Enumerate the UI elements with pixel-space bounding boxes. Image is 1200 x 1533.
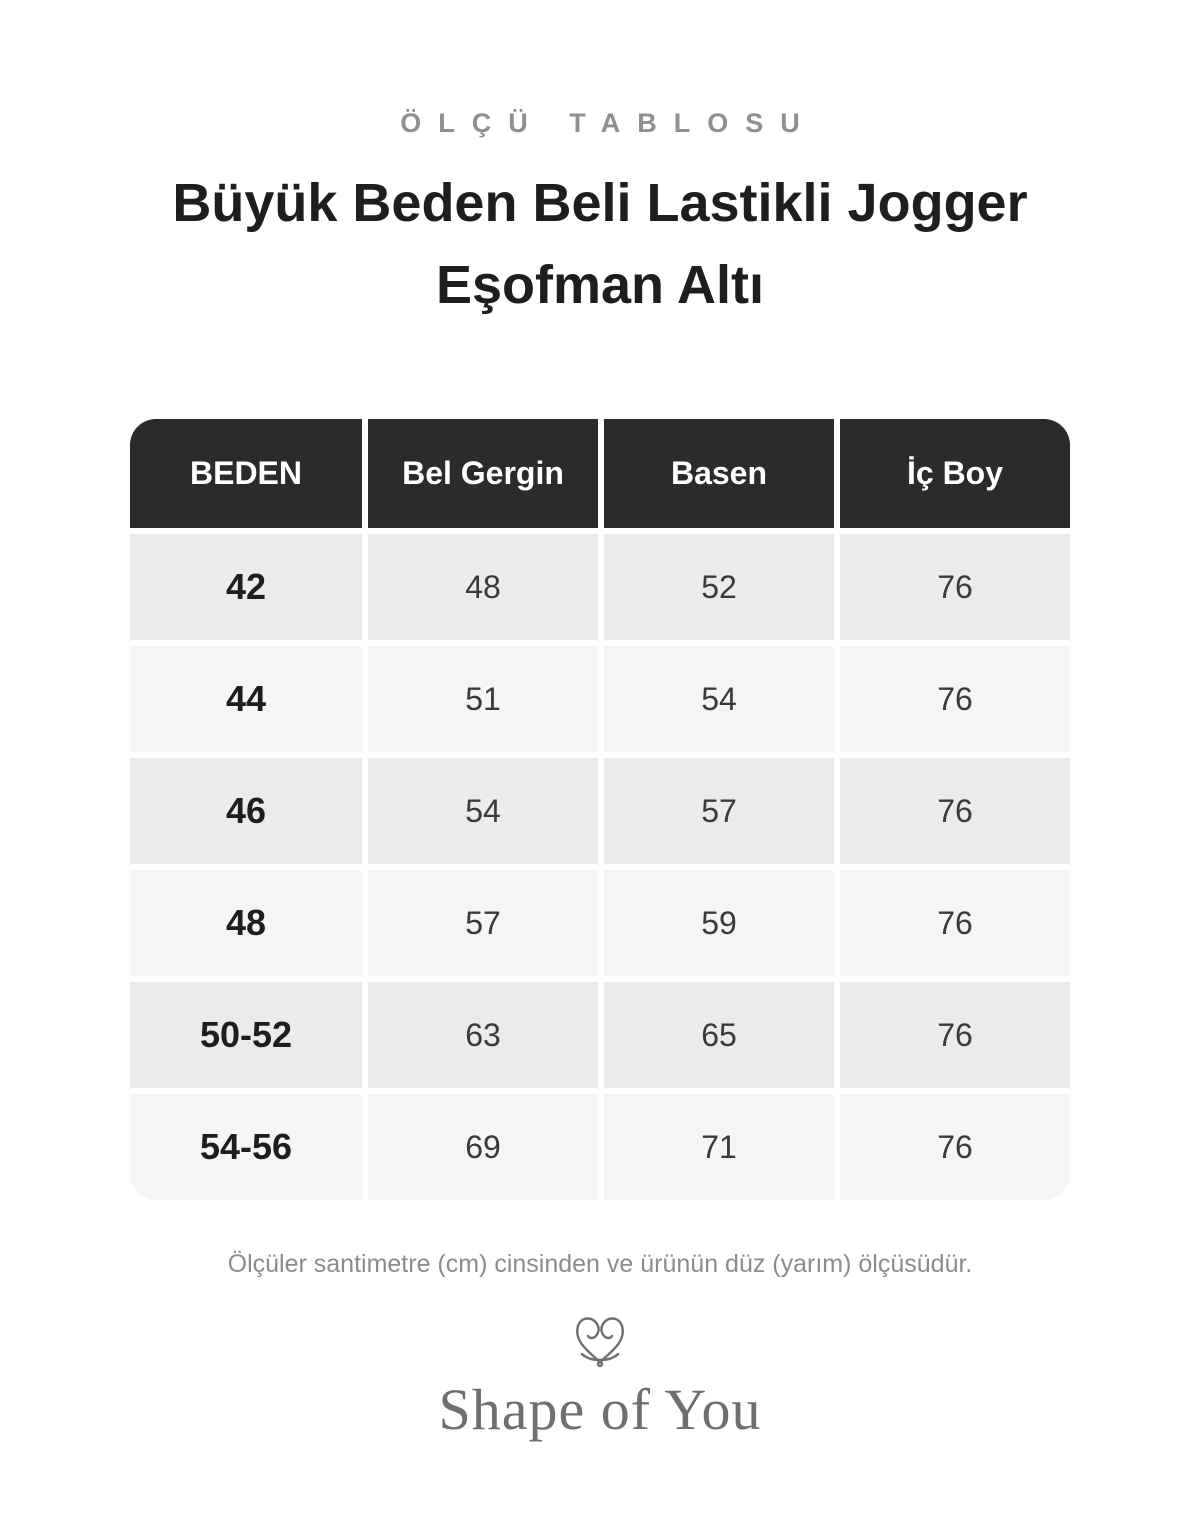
column-header-basen: Basen [604,419,834,528]
waist-cell: 63 [368,982,598,1088]
inseam-cell: 76 [840,1094,1070,1200]
column-header-ic-boy: İç Boy [840,419,1070,528]
table-header-row [130,419,1070,528]
table-row [130,870,1070,976]
inseam-cell: 76 [840,870,1070,976]
inseam-cell: 76 [840,646,1070,752]
column-header-beden: BEDEN [130,419,362,528]
measurement-note: Ölçüler santimetre (cm) cinsinden ve ürünün düz (yarım) ölçüsüdür. [227,1250,973,1278]
page-title-line-1: Büyük Beden Beli Lastikli Jogger [172,173,1028,233]
waist-cell: 57 [368,870,598,976]
intertwined-hearts-logo-icon [568,1312,632,1368]
size-cell: 44 [130,646,362,752]
table-row [130,534,1070,640]
table-row [130,758,1070,864]
hip-cell: 54 [604,646,834,752]
size-cell: 54-56 [130,1094,362,1200]
inseam-cell: 76 [840,758,1070,864]
inseam-cell: 76 [840,982,1070,1088]
hip-cell: 52 [604,534,834,640]
brand-wordmark: Shape of You [438,1377,762,1442]
inseam-cell: 76 [840,534,1070,640]
waist-cell: 51 [368,646,598,752]
page-title-line-2: Eşofman Altı [435,255,765,315]
page-title [100,162,1100,326]
waist-cell: 54 [368,758,598,864]
waist-cell: 69 [368,1094,598,1200]
hip-cell: 65 [604,982,834,1088]
size-cell: 50-52 [130,982,362,1088]
eyebrow-label: ÖLÇÜ TABLOSU [400,108,817,138]
table-row [130,646,1070,752]
column-header-bel-gergin: Bel Gergin [368,419,598,528]
waist-cell: 48 [368,534,598,640]
size-cell: 46 [130,758,362,864]
table-row [130,1094,1070,1200]
hip-cell: 71 [604,1094,834,1200]
size-cell: 48 [130,870,362,976]
hip-cell: 57 [604,758,834,864]
hip-cell: 59 [604,870,834,976]
table-row [130,982,1070,1088]
size-table [130,419,1070,1200]
size-cell: 42 [130,534,362,640]
